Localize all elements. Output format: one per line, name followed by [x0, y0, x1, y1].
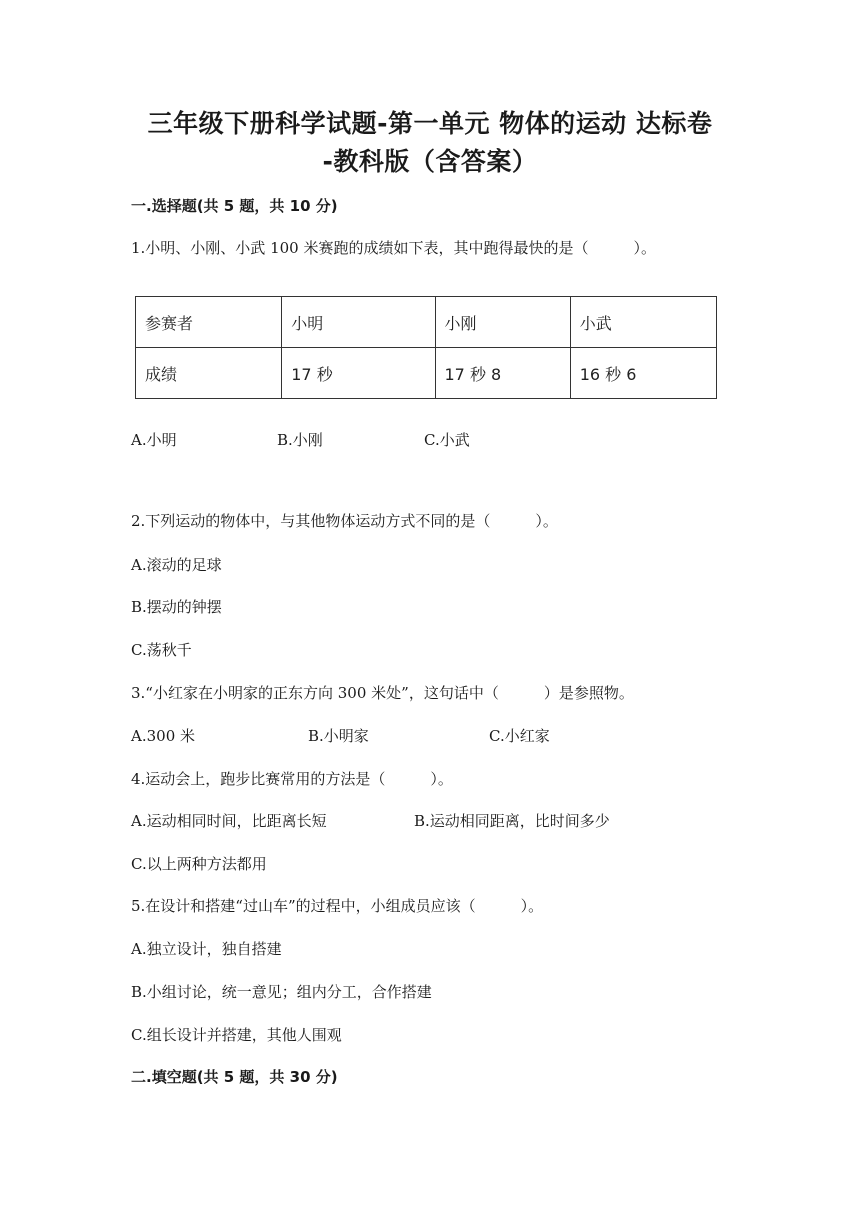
question-5-option-c: C.组长设计并搭建，其他人围观	[131, 1026, 342, 1044]
question-1-option-c: C.小武	[424, 431, 470, 449]
table-cell: 小刚	[435, 297, 570, 348]
table-cell: 成绩	[136, 348, 282, 399]
question-4-stem: 4.运动会上，跑步比赛常用的方法是（ ）。	[131, 770, 453, 788]
table-cell: 小明	[282, 297, 435, 348]
table-cell: 参赛者	[136, 297, 282, 348]
question-4-option-a: A.运动相同时间，比距离长短	[131, 812, 327, 830]
question-1-option-a: A.小明	[131, 431, 177, 449]
question-2-stem: 2.下列运动的物体中，与其他物体运动方式不同的是（ ）。	[131, 512, 558, 530]
question-1-option-b: B.小刚	[277, 431, 323, 449]
question-4-option-b: B.运动相同距离，比时间多少	[414, 812, 610, 830]
table-cell: 小武	[570, 297, 716, 348]
question-5-option-b: B.小组讨论，统一意见；组内分工，合作搭建	[131, 983, 432, 1001]
document-title-line-2: -教科版（含答案）	[322, 147, 538, 176]
question-5-option-a: A.独立设计，独自搭建	[131, 940, 282, 958]
table-cell: 17 秒 8	[435, 348, 570, 399]
question-5-stem: 5.在设计和搭建“过山车”的过程中，小组成员应该（ ）。	[131, 897, 544, 915]
section-heading-multiple-choice: 一.选择题(共 5 题，共 10 分)	[131, 197, 338, 215]
section-heading-fill-in-blank: 二.填空题(共 5 题，共 30 分)	[131, 1068, 338, 1086]
race-results-table	[135, 296, 717, 399]
question-4-option-c: C.以上两种方法都用	[131, 855, 267, 873]
document-title-line-1: 三年级下册科学试题-第一单元 物体的运动 达标卷	[147, 109, 713, 138]
question-1-stem: 1.小明、小刚、小武 100 米赛跑的成绩如下表，其中跑得最快的是（ ）。	[131, 239, 656, 257]
table-cell: 16 秒 6	[570, 348, 716, 399]
question-3-option-a: A.300 米	[131, 727, 195, 745]
question-2-option-b: B.摆动的钟摆	[131, 598, 222, 616]
table-row	[136, 297, 717, 348]
table-row	[136, 348, 717, 399]
question-3-stem: 3.“小红家在小明家的正东方向 300 米处”，这句话中（ ）是参照物。	[131, 684, 634, 702]
table-cell: 17 秒	[282, 348, 435, 399]
question-3-option-c: C.小红家	[489, 727, 550, 745]
question-3-option-b: B.小明家	[308, 727, 369, 745]
question-2-option-c: C.荡秋千	[131, 641, 192, 659]
question-2-option-a: A.滚动的足球	[131, 556, 222, 574]
